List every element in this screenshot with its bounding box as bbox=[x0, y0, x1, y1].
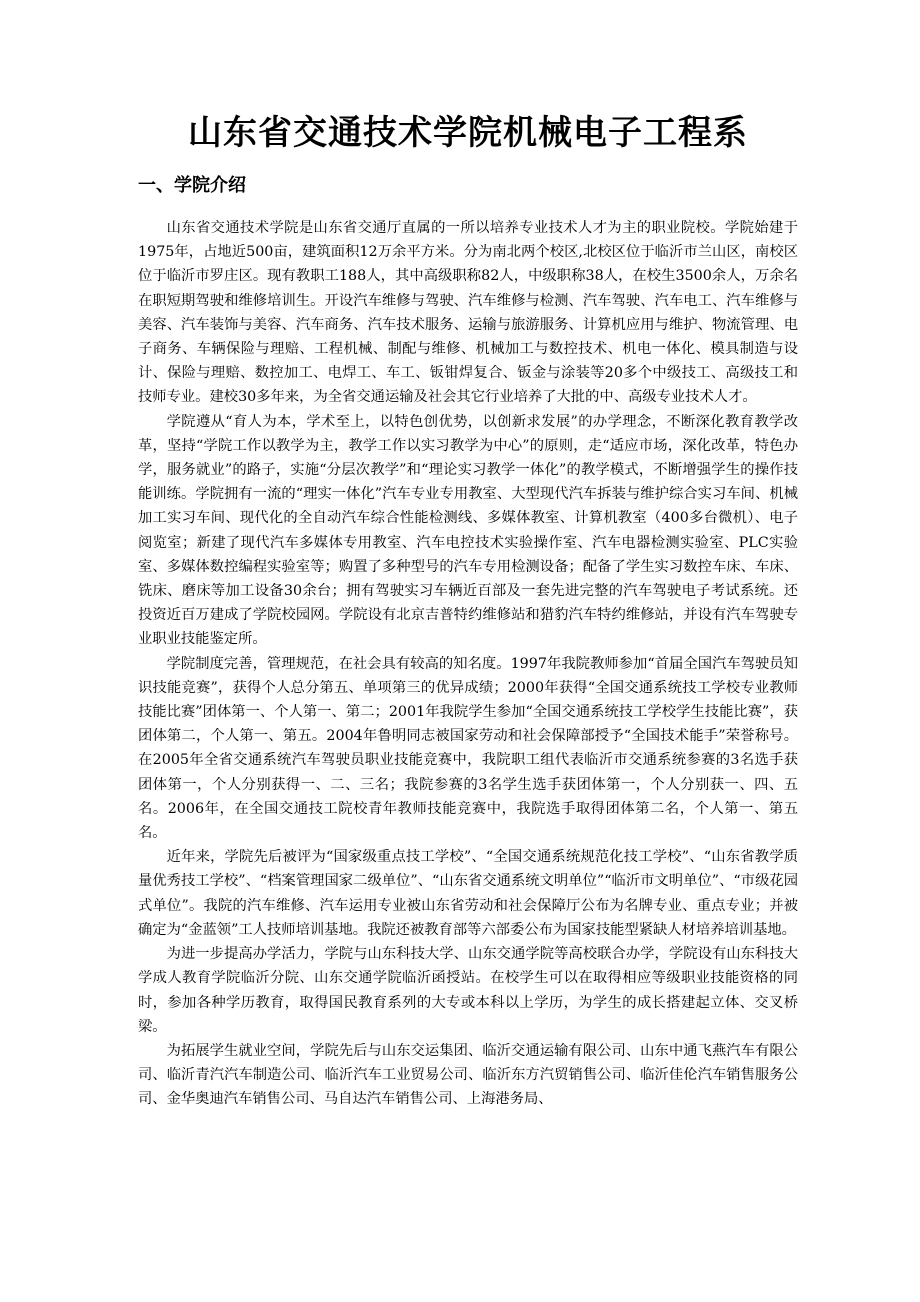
document-title: 山东省交通技术学院机械电子工程系 bbox=[188, 113, 748, 153]
document-page bbox=[138, 108, 798, 1112]
section-heading: 一、学院介绍 bbox=[138, 175, 246, 196]
paragraph-intro: 山东省交通技术学院是山东省交通厅直属的一所以培养专业技术人才为主的职业院校。学院始建于1975年，占地近500亩，建筑面积12万余平方米。分为南北两个校区,北校区位于临沂市兰山区，南校区位于临沂市罗庄区。现有教职工188人，其中高级职称82人，中级职称38人，在校生3500余人，万余名在职短期驾驶和维修培训生。开设汽车维修与驾驶、汽车维修与检测、汽车驾驶、汽车电工、汽车维修与美容、汽车装饰与美容、汽车商务、汽车技术服务、运输与旅游服务、计算机应用与维护、物流管理、电子商务、车辆保险与理赔、工程机械、制配与维修、机械加工与数控技术、机电一体化、模具制造与设计、保险与理赔、数控加工、电焊工、车工、钣钳焊复合、钣金与涂装等20多个中级技工、高级技工和技师专业。建校30多年来，为全省交通运输及社会其它行业培养了大批的中、高级专业技术人才。 bbox=[138, 220, 798, 406]
paragraph-achievements: 学院制度完善，管理规范，在社会具有较高的知名度。1997年我院教师参加“首届全国汽车驾驶员知识技能竞赛”，获得个人总分第五、单项第三的优异成绩；2000年获得“全国交通系统技工学校专业教师技能比赛”团体第一、个人第一、第二；2001年我院学生参加“全国交通系统技工学校学生技能比赛”，获团体第二，个人第一、第五。2004年鲁明同志被国家劳动和社会保障部授予“全国技术能手”荣誉称号。在2005年全省交通系统汽车驾驶员职业技能竞赛中，我院职工组代表临沂市交通系统参赛的3名选手获团体第一，个人分别获得一、二、三名；我院参赛的3名学生选手获团体第一，个人分别获一、四、五名。2006年，在全国交通技工院校青年教师技能竞赛中，我院选手取得团体第二名，个人第一、第五名。 bbox=[138, 655, 798, 842]
paragraph-joint-education: 为进一步提高办学活力，学院与山东科技大学、山东交通学院等高校联合办学，学院设有山东科技大学成人教育学院临沂分院、山东交通学院临沂函授站。在校学生可以在取得相应等级职业技能资格的同时，参加各种学历教育，取得国民教育系列的大专或本科以上学历，为学生的成长搭建起立体、交叉桥梁。 bbox=[138, 946, 798, 1035]
paragraph-employment: 为拓展学生就业空间，学院先后与山东交运集团、临沂交通运输有限公司、山东中通飞燕汽车有限公司、临沂青汽汽车制造公司、临沂汽车工业贸易公司、临沂东方汽贸销售公司、临沂佳伦汽车销售服务公司、金华奥迪汽车销售公司、马自达汽车销售公司、上海港务局、 bbox=[138, 1042, 798, 1108]
paragraph-honors: 近年来，学院先后被评为“国家级重点技工学校”、“全国交通系统规范化技工学校”、“山东省教学质量优秀技工学校”、“档案管理国家二级单位”、“山东省交通系统文明单位”“临沂市文明单位”、“市级花园式单位”。我院的汽车维修、汽车运用专业被山东省劳动和社会保障厅公布为名牌专业、重点专业；并被确定为“金蓝领”工人技师培训基地。我院还被教育部等六部委公布为国家技能型紧缺人材培养培训基地。 bbox=[138, 849, 798, 938]
paragraph-philosophy: 学院遵从“育人为本，学术至上，以特色创优势，以创新求发展”的办学理念，不断深化教育教学改革，坚持“学院工作以教学为主，教学工作以实习教学为中心”的原则，走“适应市场，深化改革，特色办学，服务就业”的路子，实施“分层次教学”和“理论实习教学一体化”的教学模式，不断增强学生的操作技能训练。学院拥有一流的“理实一体化”汽车专业专用教室、大型现代汽车拆装与维护综合实习车间、机械加工实习车间、现代化的全自动汽车综合性能检测线、多媒体教室、计算机教室（400多台微机）、电子阅览室；新建了现代汽车多媒体专用教室、汽车电控技术实验操作室、汽车电器检测实验室、PLC实验室、多媒体数控编程实验室等；购置了多种型号的汽车专用检测设备；配备了学生实习数控车床、车床、铣床、磨床等加工设备30余台；拥有驾驶实习车辆近百部及一套先进完整的汽车驾驶电子考试系统。还投资近百万建成了学院校园网。学院设有北京吉普特约维修站和猎豹汽车特约维修站，并设有汽车驾驶专业职业技能鉴定所。 bbox=[138, 413, 798, 648]
